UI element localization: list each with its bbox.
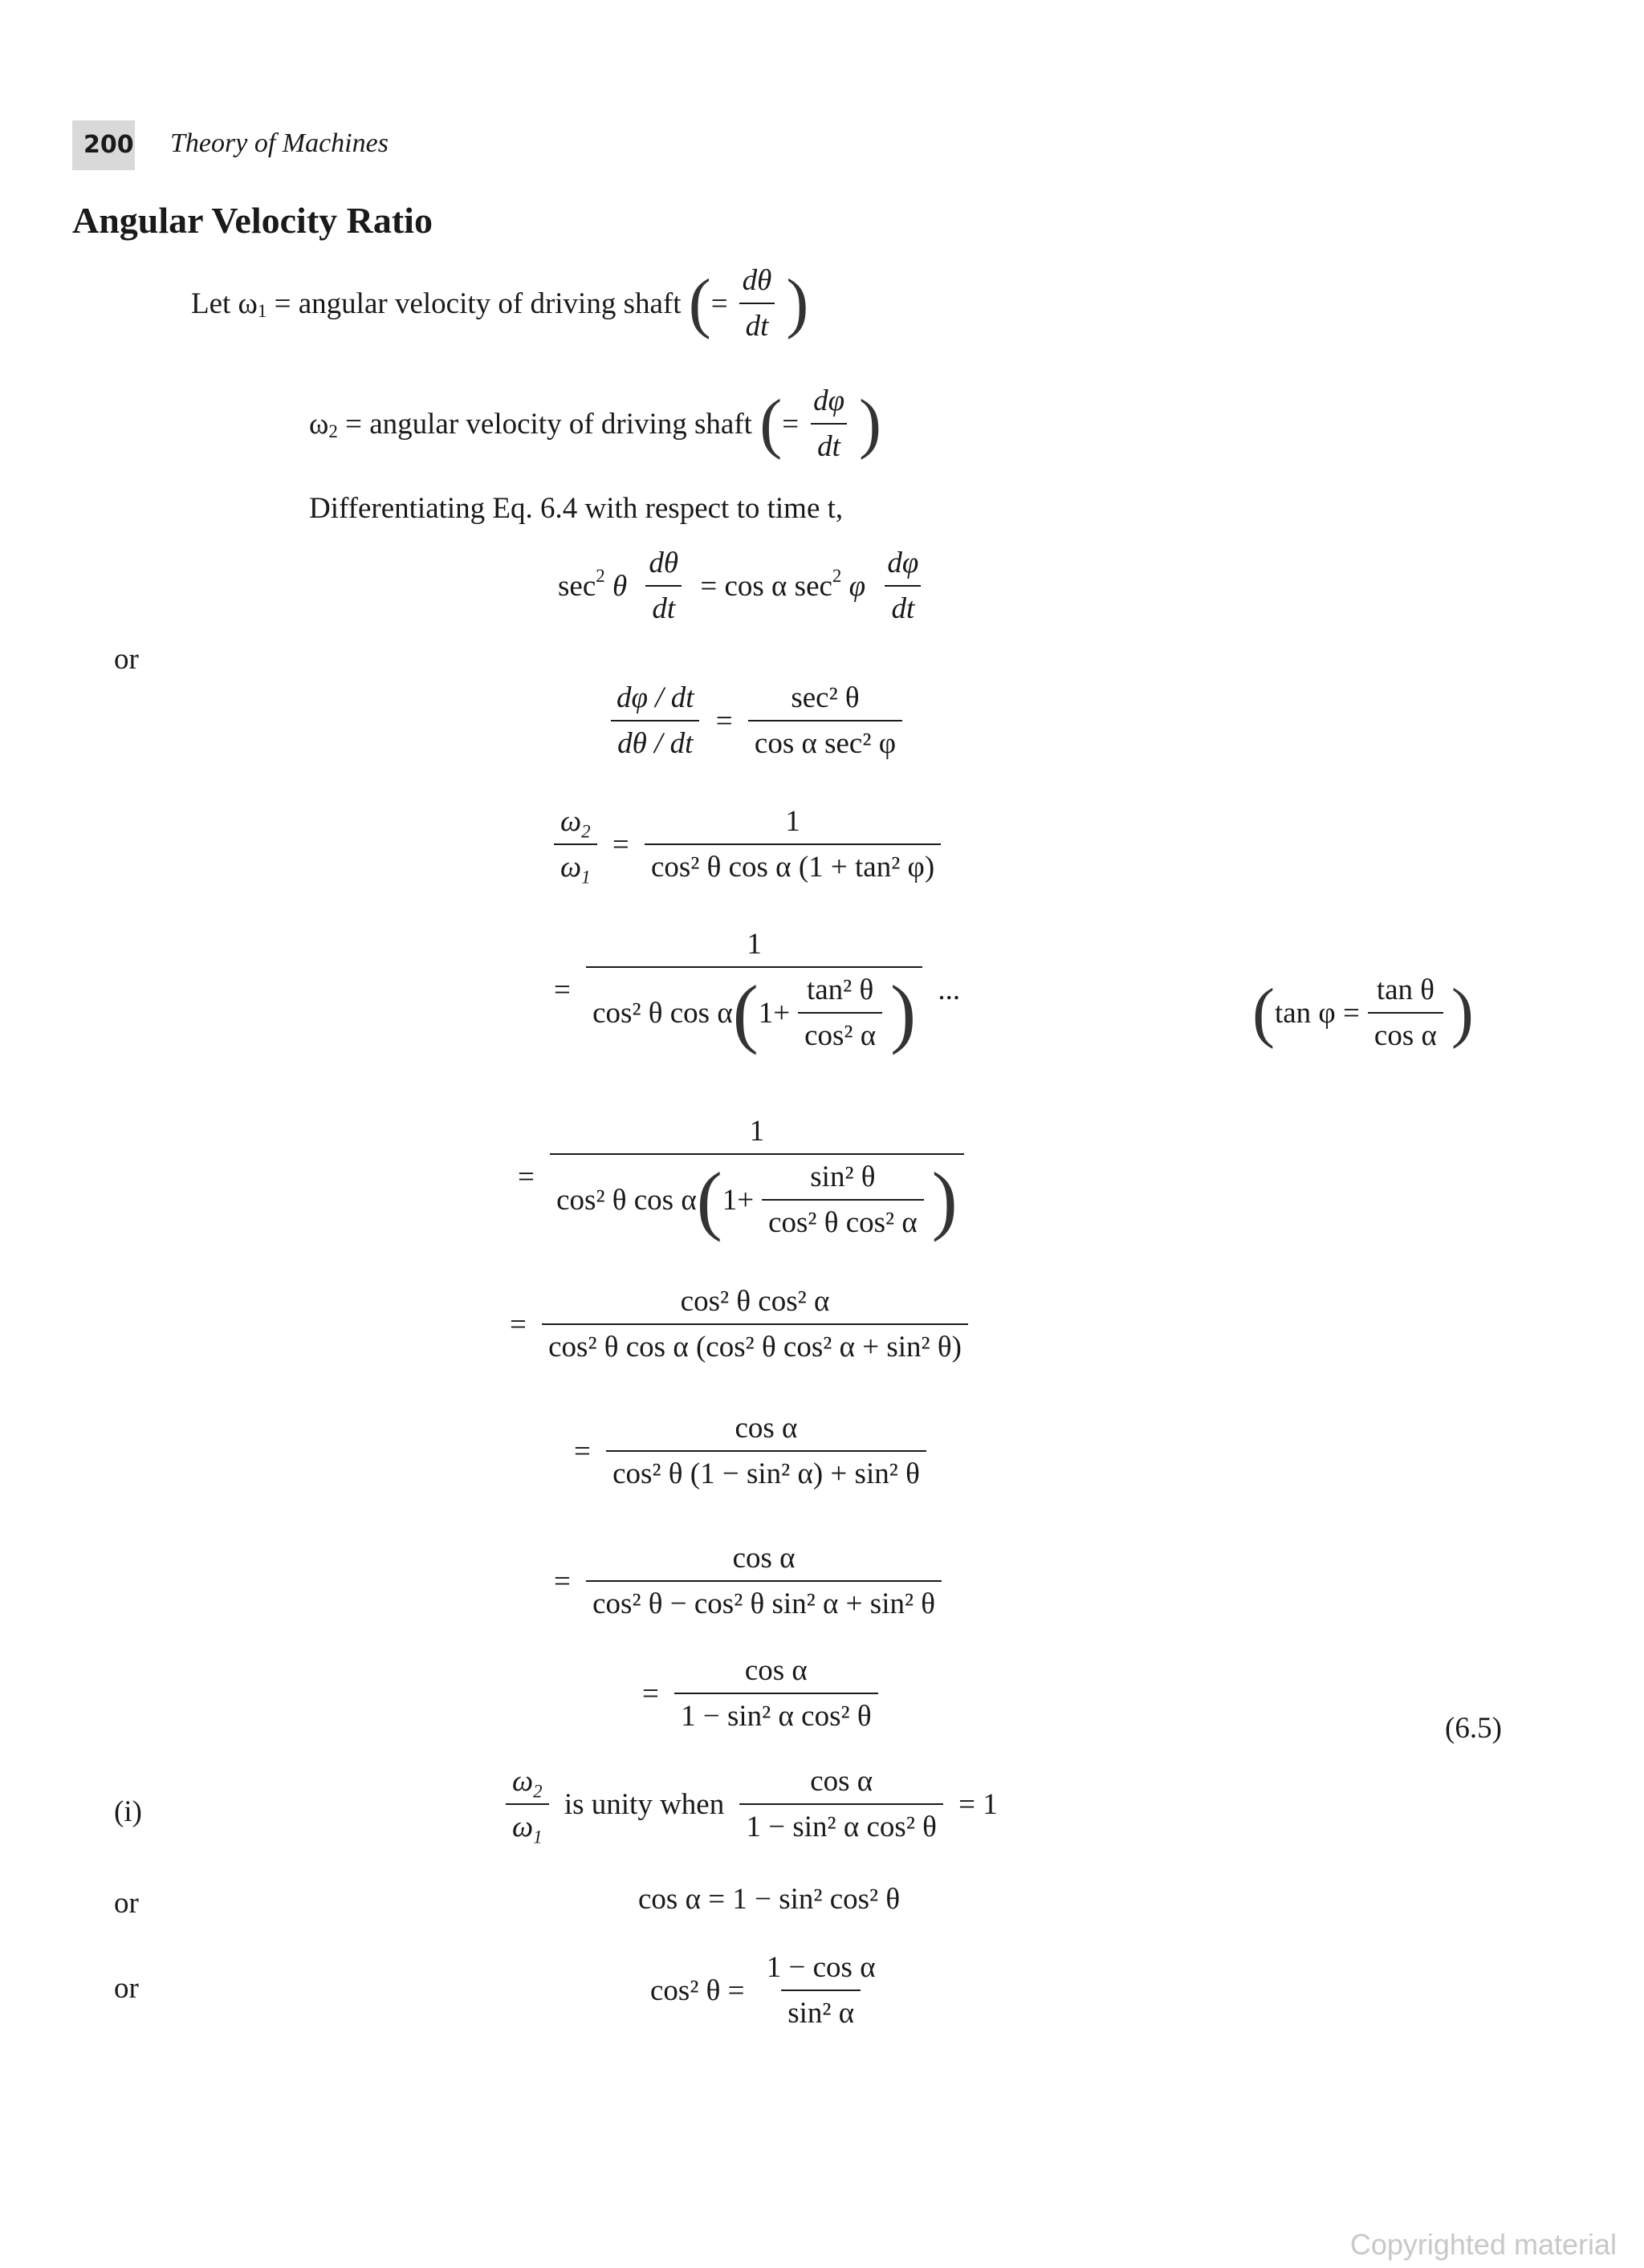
section-title: Angular Velocity Ratio <box>72 200 433 241</box>
eq4-inner-frac <box>798 973 882 1053</box>
omega1-fraction <box>736 263 779 343</box>
fraction-numerator: dφ <box>813 384 845 417</box>
right-paren: ) <box>890 969 917 1055</box>
fraction-numerator: dθ <box>649 547 679 579</box>
equation-11: cos α = 1 − sin² cos² θ <box>638 1883 901 1916</box>
fraction-denominator: cos² θ (1 − sin² α) + sin² θ <box>606 1450 926 1491</box>
left-paren: ( <box>696 1156 722 1242</box>
case-i-label: (i) <box>114 1795 142 1828</box>
equation-3: $\frac{\omega_2}{\omega_1}$ = $\frac{1}{\text{cos² θ cos α (1 + tan² φ)}}$ <box>546 804 949 884</box>
fraction-denominator: dt <box>811 423 847 464</box>
omega1-lhs: Let ω <box>191 287 258 320</box>
definition-omega1: Let $\omega_1$ = angular velocity of driving shaft (= $\frac{d\theta}{dt}$ ) <box>191 264 809 343</box>
or-label-2: or <box>114 1887 139 1920</box>
eq4-frac: 1 cos² θ cos α(1+ $\frac{\text{tan² θ}}{\text{cos² α}}$ ) <box>586 927 922 1053</box>
right-paren: ) <box>859 386 882 461</box>
eq9-frac <box>674 1653 877 1734</box>
eq6-frac <box>542 1284 968 1364</box>
eq3-frac-right: $\frac{1}{\text{cos² θ cos α (1 + tan² φ)}}$ <box>645 804 941 884</box>
equation-9: = $\frac{\text{cos α}}{\text{1 − sin² α cos² θ}}$ <box>642 1653 886 1734</box>
left-paren: ( <box>1252 975 1275 1050</box>
eq3-frac-left: $\frac{\omega_2}{\omega_1}$ <box>554 804 597 884</box>
omega2-lhs: ω <box>309 407 329 441</box>
equation-number: (6.5) <box>1445 1712 1502 1745</box>
equation-7: = $\frac{\text{cos α}}{\text{cos² θ (1 − sin² α) + sin² θ}}$ <box>574 1411 934 1491</box>
fraction-numerator: sin² θ <box>810 1160 876 1193</box>
is-unity-text: is unity when <box>564 1787 725 1821</box>
fraction-numerator: tan² θ <box>806 973 874 1006</box>
eq1-rhs: = cos α sec <box>700 569 832 603</box>
fraction-numerator: tan θ <box>1376 973 1434 1006</box>
fraction-denominator: cos α <box>1368 1012 1443 1053</box>
eq1-frac-left <box>642 546 685 626</box>
copyright-watermark: Copyrighted material <box>1349 2228 1617 2261</box>
page-number: 200 <box>72 120 135 170</box>
equation-1: $\sec^2 \theta$ $\frac{d\theta}{dt}$ = cos α $\sec^2 \varphi$ $\frac{d\varphi}{dt}$ <box>558 546 933 626</box>
eq5-den-left: cos² θ cos α <box>556 1183 697 1217</box>
omega2-fraction <box>807 384 851 464</box>
eq2-frac-left <box>610 681 701 761</box>
fraction-denominator: cos² θ cos² α <box>762 1199 924 1240</box>
fraction-denominator: sin² α <box>781 1990 861 2030</box>
fraction-denominator: 1 − sin² α cos² θ <box>674 1693 877 1734</box>
side-lhs: tan φ = <box>1274 996 1360 1030</box>
omega2-text: = angular velocity of driving shaft <box>345 407 752 441</box>
eq10-frac-left: $\frac{\omega_2}{\omega_1}$ <box>506 1764 549 1844</box>
eq5-frac: 1 cos² θ cos α(1+ $\frac{\text{sin² θ}}{\text{cos² θ cos² α}}$ ) <box>550 1114 964 1240</box>
side-note-tan-phi <box>1252 973 1474 1053</box>
fraction-numerator: sec² θ <box>791 681 860 714</box>
left-paren: ( <box>732 969 759 1055</box>
fraction-numerator: dφ / dt <box>616 681 694 714</box>
fraction-denominator: cos² θ cos α (cos² θ cos² α + sin² θ) <box>542 1323 968 1364</box>
omega2-sub: 2 <box>328 421 338 441</box>
fraction-numerator: cos α <box>810 1765 873 1798</box>
fraction-numerator: dφ <box>887 547 919 579</box>
fraction-denominator: 1 − sin² α cos² θ <box>739 1803 942 1844</box>
eq7-frac <box>606 1411 926 1491</box>
fraction-denominator: dt <box>739 303 775 343</box>
eq1-phi: φ <box>848 569 866 603</box>
fraction-denominator: cos² θ cos α (1 + tan² φ) <box>645 843 941 884</box>
equation-6: = $\frac{\text{cos² θ cos² α}}{\text{cos² θ cos α (cos² θ cos² α + sin² θ)}}$ <box>510 1284 976 1364</box>
eq5-inner-frac <box>762 1160 924 1240</box>
fraction-numerator: cos α <box>732 1542 796 1575</box>
right-paren: ) <box>786 266 809 340</box>
eq12-frac <box>760 1950 882 2030</box>
fraction-denominator: cos α sec² φ <box>748 720 902 761</box>
left-paren: ( <box>759 386 783 461</box>
eq1-frac-right <box>881 546 925 626</box>
equation-2: $\frac{d\varphi / dt}{d\theta / dt}$ = $\frac{\text{sec² θ}}{\text{cos α sec² φ}}$ <box>602 681 910 761</box>
fraction-denominator: dθ / dt <box>611 720 699 761</box>
side-frac <box>1368 973 1443 1053</box>
fraction-numerator: dθ <box>742 264 772 297</box>
equation-10: $\frac{\omega_2}{\omega_1}$ is unity when $\frac{\text{cos α}}{\text{1 − sin² α cos² θ}}$ = 1 <box>498 1764 998 1844</box>
equation-12 <box>650 1950 890 2030</box>
equation-8: = $\frac{\text{cos α}}{\text{cos² θ − cos² θ sin² α + sin² θ}}$ <box>554 1541 950 1621</box>
fraction-numerator: 1 − cos α <box>766 1951 876 1984</box>
fraction-numerator: cos α <box>744 1654 808 1687</box>
fraction-denominator: dt <box>645 585 682 626</box>
omega1-sub: 1 <box>257 300 267 321</box>
fraction-numerator: cos α <box>735 1412 798 1445</box>
fraction-denominator: cos² θ − cos² θ sin² α + sin² θ <box>586 1580 942 1621</box>
right-paren: ) <box>1451 975 1474 1050</box>
fraction-numerator: cos² θ cos² α <box>680 1285 830 1318</box>
or-label-3: or <box>114 1972 139 2005</box>
differentiating-text: Differentiating Eq. 6.4 with respect to time t, <box>309 492 844 525</box>
fraction-denominator: dt <box>885 585 921 626</box>
eq1-sec: sec <box>558 569 596 603</box>
eq10-frac-right <box>739 1764 942 1844</box>
eq8-frac <box>586 1541 942 1621</box>
eq4-den-left: cos² θ cos α <box>592 996 733 1030</box>
equation-5: = 1 cos² θ cos α(1+ $\frac{\text{sin² θ}}{\text{cos² θ cos² α}}$ ) <box>518 1114 972 1240</box>
fraction-denominator: cos² α <box>798 1012 882 1053</box>
eq2-frac-right <box>748 681 902 761</box>
equation-4: = 1 cos² θ cos α(1+ $\frac{\text{tan² θ}}{\text{cos² α}}$ ) ... <box>554 928 961 1055</box>
right-paren: ) <box>931 1156 958 1242</box>
or-label-1: or <box>114 643 139 676</box>
running-head: Theory of Machines <box>170 128 389 158</box>
omega1-text: = angular velocity of driving shaft <box>274 287 682 320</box>
definition-omega2: $\omega_2$ = angular velocity of driving shaft (= $\frac{d\varphi}{dt}$ ) <box>309 384 882 463</box>
left-paren: ( <box>688 266 711 340</box>
eq12-lhs: cos² θ = <box>650 1973 745 2007</box>
